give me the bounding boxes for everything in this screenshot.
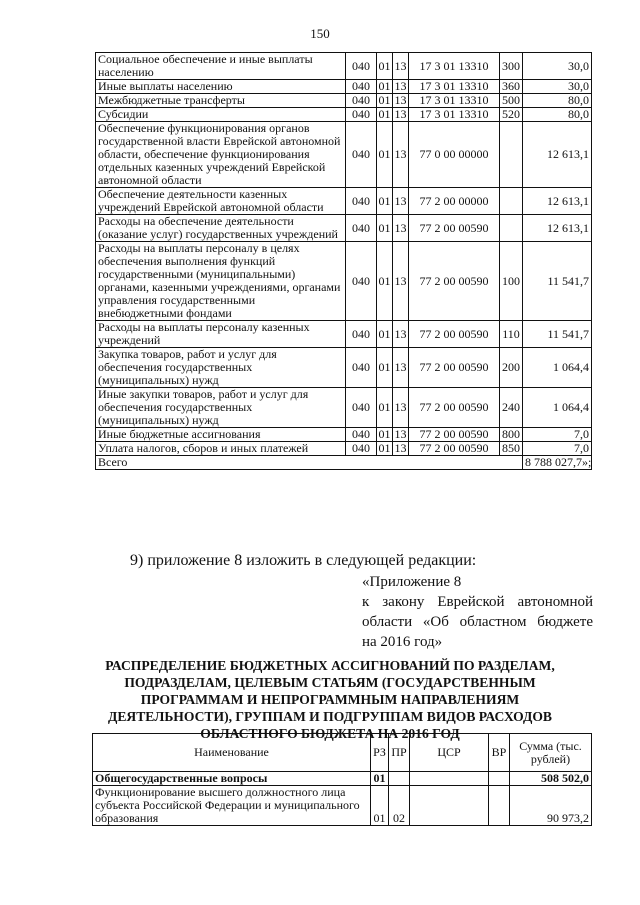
- row-ministry-code: 040: [346, 94, 377, 108]
- table-row: [96, 348, 592, 388]
- row-subsection: 13: [394, 107, 407, 121]
- budget-table-body: [96, 53, 592, 456]
- row-sum: 1 064,4: [523, 348, 592, 388]
- row-ministry-code: 040: [346, 122, 377, 188]
- row-sum: 11 541,7: [523, 242, 592, 321]
- row-name: Расходы на обеспечение деятельности (оказание услуг) государственных учреждений: [96, 215, 346, 242]
- total-row: [96, 456, 592, 470]
- appendix-heading: [362, 572, 593, 652]
- row-ministry-code: 040: [346, 188, 377, 215]
- header-rz: РЗ: [371, 734, 389, 772]
- table-header-row: [93, 734, 592, 772]
- row-section: 01: [377, 348, 393, 388]
- row-pr: [389, 772, 410, 786]
- row-name: Обеспечение деятельности казенных учреждений Еврейской автономной области: [96, 188, 346, 215]
- row-sum: 7,0: [523, 442, 592, 456]
- row-expense-type: 200: [500, 348, 523, 388]
- table-row: [96, 242, 592, 321]
- row-section: 01: [378, 441, 391, 455]
- row-name: Субсидии: [96, 108, 346, 122]
- row-sum: 508 502,0: [510, 772, 592, 786]
- row-target-article: 77 2 00 00590: [409, 348, 500, 388]
- row-ministry-code: 040: [346, 215, 377, 242]
- row-sum: 30,0: [523, 53, 592, 80]
- table-row: [96, 80, 592, 94]
- row-target-article: 77 2 00 00590: [409, 215, 500, 242]
- header-csr: ЦСР: [410, 734, 489, 772]
- row-vr: [489, 772, 510, 786]
- row-name: Общегосударственные вопросы: [93, 772, 371, 786]
- row-target-article: 77 0 00 00000: [409, 122, 500, 188]
- row-ministry-code: 040: [346, 108, 377, 122]
- row-name: Социальное обеспечение и иные выплаты населению: [96, 53, 346, 80]
- row-name: Функционирование высшего должностного лица субъекта Российской Федерации и муниципального образования: [93, 786, 371, 826]
- row-target-article: 77 2 00 00590: [409, 321, 500, 348]
- row-ministry-code: 040: [346, 80, 377, 94]
- row-target-article: 77 2 00 00590: [409, 388, 500, 428]
- table-row: [96, 442, 592, 456]
- row-sum: 90 973,2: [510, 786, 592, 826]
- row-target-article: 17 3 01 13310: [409, 53, 500, 80]
- row-name: Иные выплаты населению: [96, 80, 346, 94]
- appendix-8-table: [92, 733, 592, 826]
- header-pr: ПР: [389, 734, 410, 772]
- row-section: 01: [378, 427, 391, 441]
- row-name: Расходы на выплаты персоналу казенных учреждений: [96, 321, 346, 348]
- total-sum: 8 788 027,7»;: [523, 456, 592, 470]
- row-expense-type: [500, 215, 523, 242]
- row-target-article: 17 3 01 13310: [409, 108, 500, 122]
- row-subsection: 13: [393, 188, 409, 215]
- appendix-line-4: на 2016 год»: [362, 634, 443, 650]
- row-section: 01: [377, 122, 393, 188]
- row-sum: 30,0: [523, 80, 592, 94]
- row-section: 01: [378, 93, 391, 107]
- appendix-line-3: области «Об областном бюджете: [362, 614, 593, 630]
- row-section: 01: [377, 388, 393, 428]
- budget-table-continuation: [95, 52, 592, 470]
- row-expense-type: 500: [500, 94, 523, 108]
- appendix-line-2: к закону Еврейской автономной: [362, 594, 593, 610]
- table-row: [96, 94, 592, 108]
- row-name: Расходы на выплаты персоналу в целях обеспечения выполнения функций государственными (муниципальными) органами, казенными учреждениями, органами управления государственными внебюджетными фондами: [96, 242, 346, 321]
- row-csr: [410, 772, 489, 786]
- row-ministry-code: 040: [346, 388, 377, 428]
- row-expense-type: 360: [500, 80, 523, 94]
- row-sum: 80,0: [523, 108, 592, 122]
- row-name: Иные закупки товаров, работ и услуг для обеспечения государственных (муниципальных) нужд: [96, 388, 346, 428]
- row-expense-type: [500, 122, 523, 188]
- document-title: РАСПРЕДЕЛЕНИЕ БЮДЖЕТНЫХ АССИГНОВАНИЙ ПО РАЗДЕЛАМ, ПОДРАЗДЕЛАМ, ЦЕЛЕВЫМ СТАТЬЯМ (ГОСУДАРСТВЕННЫМ ПРОГРАММАМ И НЕПРОГРАММНЫМ НАПРАВЛЕНИЯМ ДЕЯТЕЛЬНОСТИ), ГРУППАМ И ПОДГРУППАМ ВИДОВ РАСХОДОВ ОБЛАСТНОГО БЮДЖЕТА НА 2016 ГОД: [105, 658, 555, 741]
- row-rz: 01: [371, 786, 389, 826]
- row-sum: 80,0: [523, 94, 592, 108]
- table-row: [93, 786, 592, 826]
- row-name: Уплата налогов, сборов и иных платежей: [96, 442, 346, 456]
- row-subsection: 13: [393, 122, 409, 188]
- row-expense-type: 850: [500, 442, 523, 456]
- row-section: 01: [378, 79, 391, 93]
- appendix-line-1: «Приложение 8: [362, 574, 462, 590]
- row-target-article: 77 2 00 00590: [409, 242, 500, 321]
- row-subsection: 13: [393, 53, 409, 80]
- row-target-article: 77 2 00 00590: [409, 442, 500, 456]
- row-subsection: 13: [393, 348, 409, 388]
- row-vr: [489, 786, 510, 826]
- row-pr: 02: [389, 786, 410, 826]
- row-ministry-code: 040: [346, 321, 377, 348]
- table-row: [96, 321, 592, 348]
- row-sum: 7,0: [523, 428, 592, 442]
- row-name: Иные бюджетные ассигнования: [96, 428, 346, 442]
- table-row: [96, 428, 592, 442]
- row-sum: 11 541,7: [523, 321, 592, 348]
- row-expense-type: [500, 188, 523, 215]
- header-name: Наименование: [93, 734, 371, 772]
- row-target-article: 77 2 00 00000: [409, 188, 500, 215]
- row-section: 01: [377, 242, 393, 321]
- row-ministry-code: 040: [346, 348, 377, 388]
- row-expense-type: 240: [500, 388, 523, 428]
- table-row: [96, 388, 592, 428]
- row-sum: 12 613,1: [523, 122, 592, 188]
- header-sum: Сумма (тыс. рублей): [510, 734, 592, 772]
- row-ministry-code: 040: [346, 428, 377, 442]
- row-subsection: 13: [394, 79, 407, 93]
- row-target-article: 17 3 01 13310: [409, 94, 500, 108]
- row-sum: 1 064,4: [523, 388, 592, 428]
- table-row: [96, 122, 592, 188]
- amendment-item-9: 9) приложение 8 изложить в следующей редакции:: [130, 552, 477, 569]
- row-target-article: 77 2 00 00590: [409, 428, 500, 442]
- row-ministry-code: 040: [346, 242, 377, 321]
- row-subsection: 13: [394, 93, 407, 107]
- page-number: 150: [310, 26, 330, 41]
- row-expense-type: 110: [500, 321, 523, 348]
- row-section: 01: [377, 321, 393, 348]
- table-row: [96, 53, 592, 80]
- row-expense-type: 520: [500, 108, 523, 122]
- row-sum: 12 613,1: [523, 188, 592, 215]
- row-ministry-code: 040: [346, 442, 377, 456]
- row-subsection: 13: [394, 427, 407, 441]
- table-row: [96, 108, 592, 122]
- row-section: 01: [378, 107, 391, 121]
- row-csr: [410, 786, 489, 826]
- row-subsection: 13: [394, 441, 407, 455]
- row-expense-type: 300: [500, 53, 523, 80]
- row-section: 01: [377, 53, 393, 80]
- row-ministry-code: 040: [346, 53, 377, 80]
- row-subsection: 13: [393, 388, 409, 428]
- row-name: Обеспечение функционирования органов государственной власти Еврейской автономной области, обеспечение функционирования отдельных казенных учреждений Еврейской автономной области: [96, 122, 346, 188]
- row-section: 01: [377, 188, 393, 215]
- row-expense-type: 800: [500, 428, 523, 442]
- row-name: Межбюджетные трансферты: [96, 94, 346, 108]
- row-rz: 01: [371, 772, 389, 786]
- table-row: [96, 188, 592, 215]
- header-vr: ВР: [489, 734, 510, 772]
- total-label: Всего: [96, 456, 523, 470]
- table-row: [93, 772, 592, 786]
- row-subsection: 13: [393, 321, 409, 348]
- row-target-article: 17 3 01 13310: [409, 80, 500, 94]
- row-expense-type: 100: [500, 242, 523, 321]
- row-subsection: 13: [393, 242, 409, 321]
- row-section: 01: [377, 215, 393, 242]
- row-sum: 12 613,1: [523, 215, 592, 242]
- row-name: Закупка товаров, работ и услуг для обеспечения государственных (муниципальных) нужд: [96, 348, 346, 388]
- row-subsection: 13: [393, 215, 409, 242]
- table-row: [96, 215, 592, 242]
